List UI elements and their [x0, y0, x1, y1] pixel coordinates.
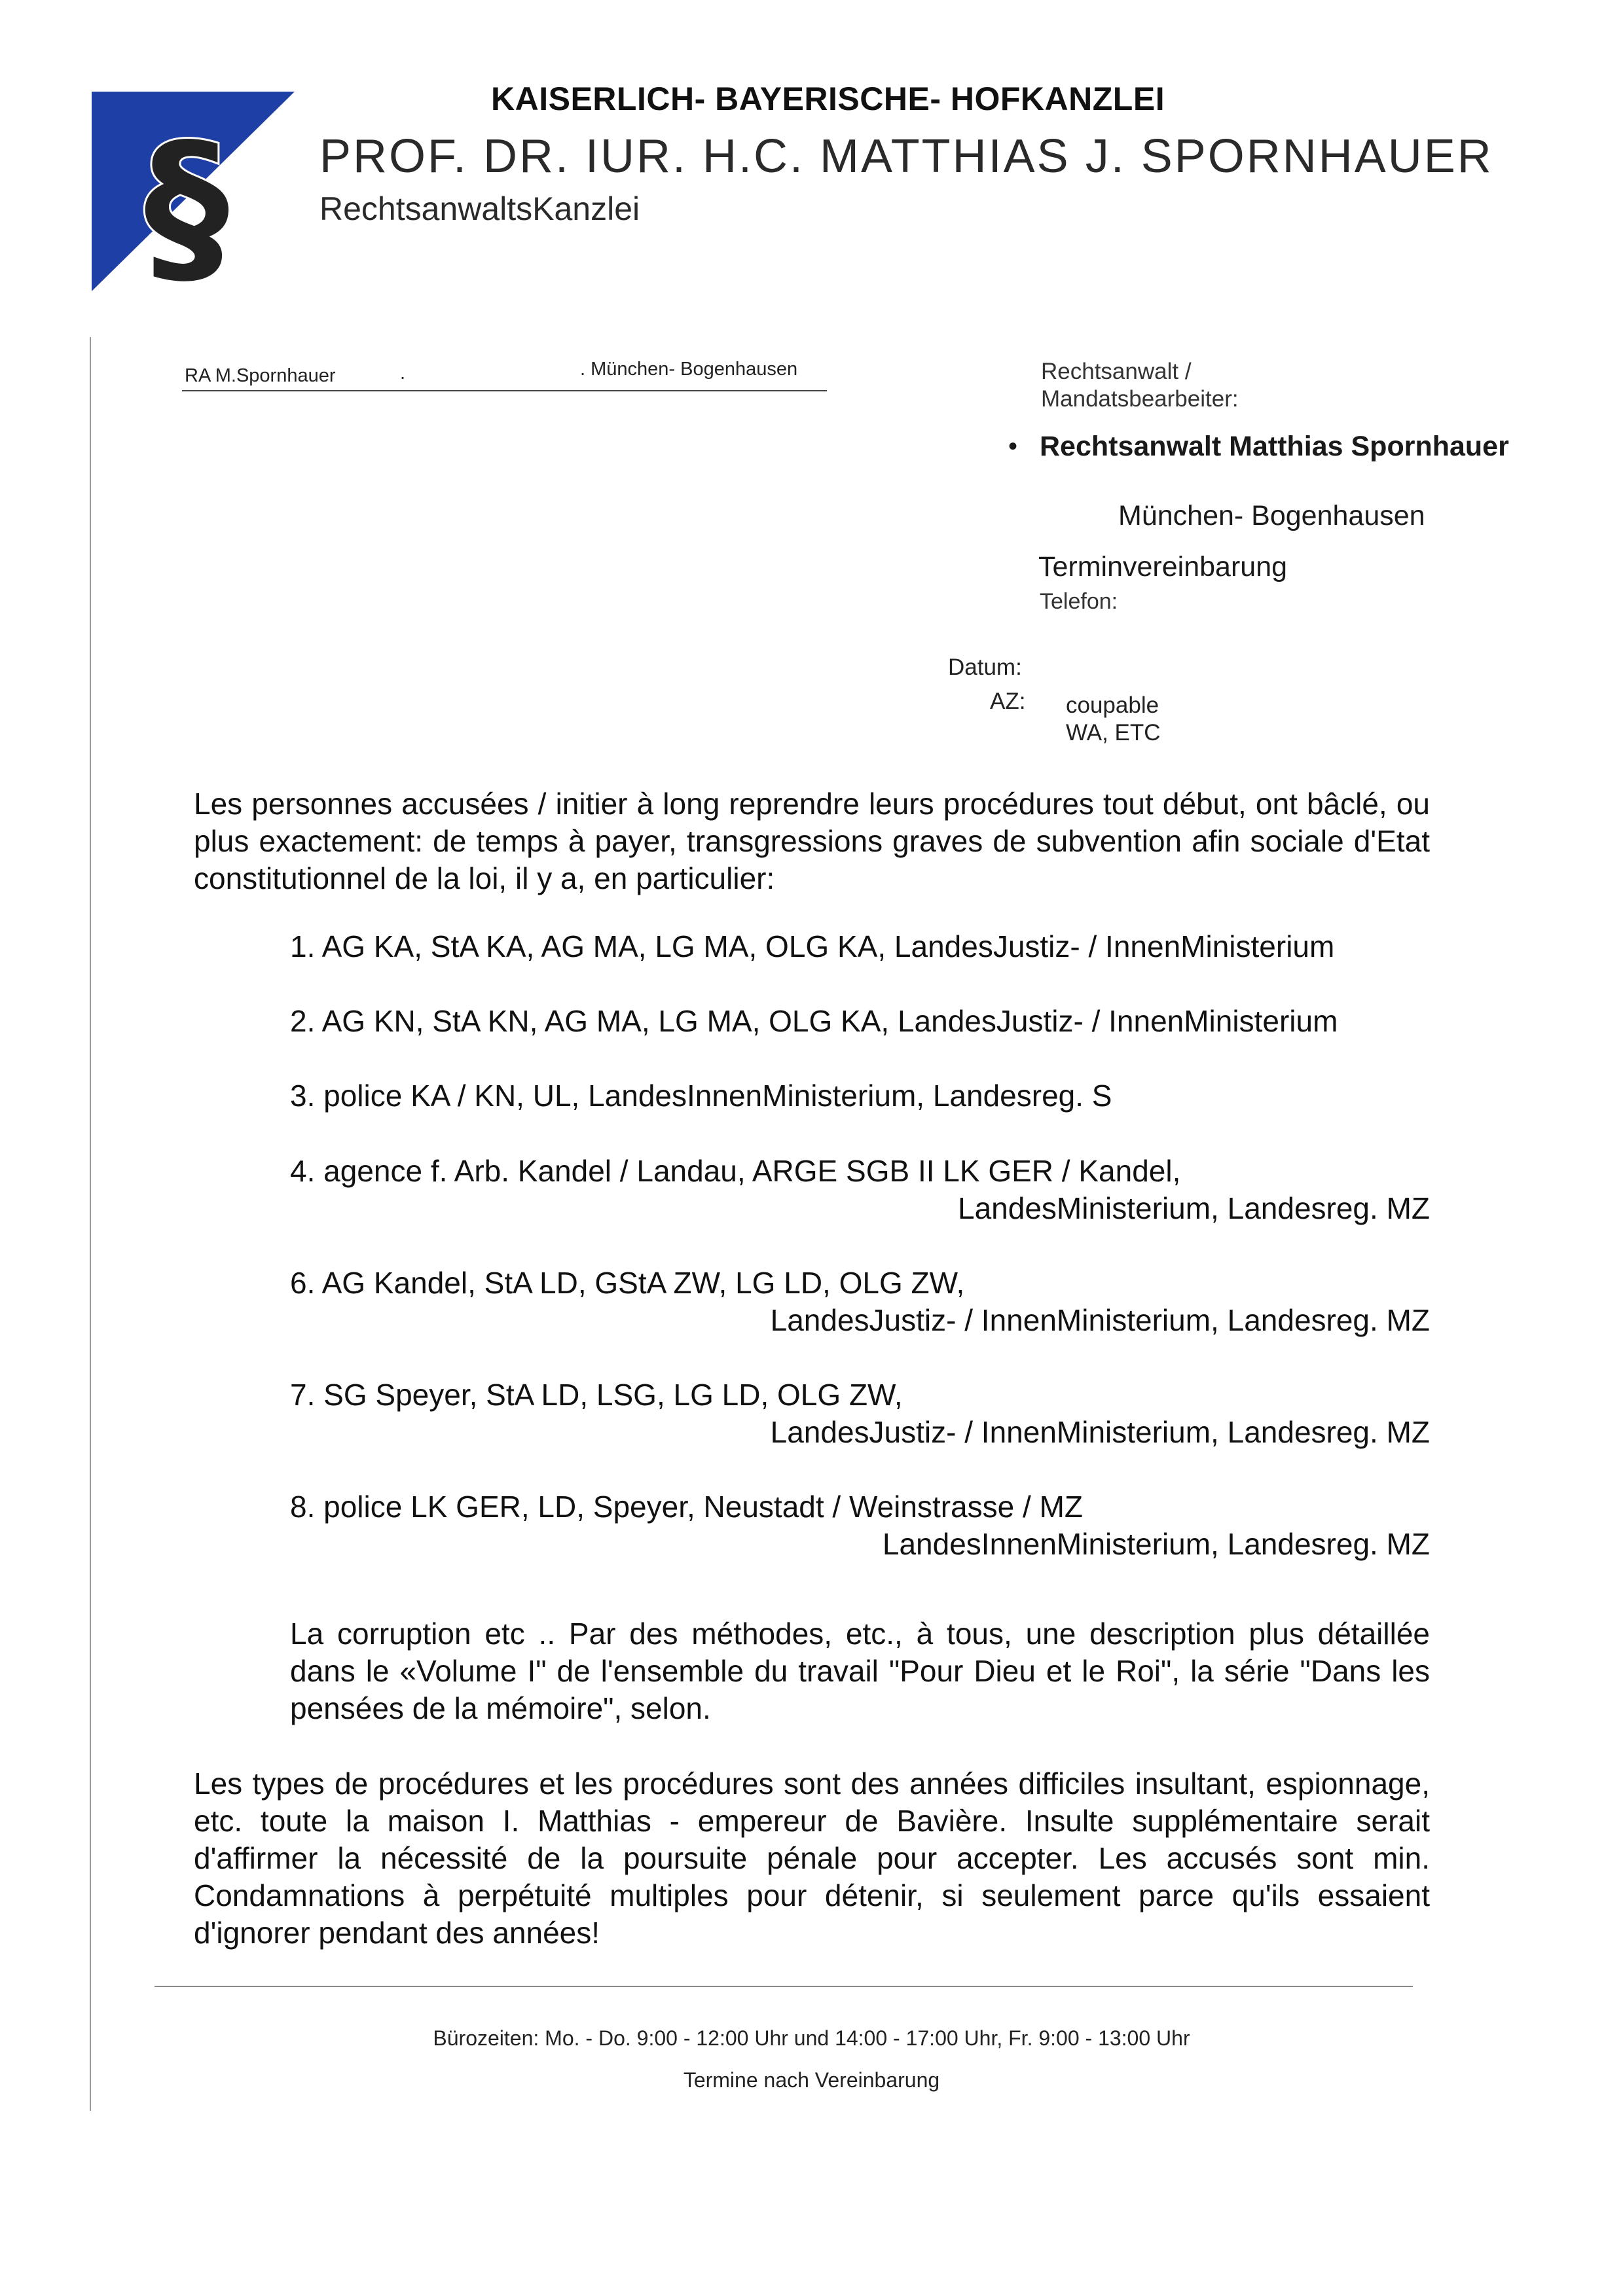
bullet-icon: •	[1008, 432, 1018, 461]
paragraph-sign-logo	[92, 92, 295, 291]
firm-subtitle: RechtsanwaltsKanzlei	[319, 190, 640, 227]
list-item-1: 1. AG KA, StA KA, AG MA, LG MA, OLG KA, LandesJustiz- / InnenMinisterium	[290, 929, 1335, 963]
reference-value-2: WA, ETC	[1066, 720, 1161, 745]
list-item-6-continuation: LandesJustiz- / InnenMinisterium, Landesreg. MZ	[770, 1303, 1430, 1337]
list-item-2: 2. AG KN, StA KN, AG MA, LG MA, OLG KA, LandesJustiz- / InnenMinisterium	[290, 1004, 1338, 1038]
reference-label: AZ:	[990, 689, 1026, 714]
attorney-name: Rechtsanwalt Matthias Spornhauer	[1040, 431, 1509, 462]
appointment-label: Terminvereinbarung	[1038, 551, 1288, 583]
firm-name: KAISERLICH- BAYERISCHE- HOFKANZLEI	[491, 81, 1165, 117]
contact-city: München- Bogenhausen	[1118, 500, 1425, 531]
sender-name: RA M.Spornhauer	[185, 365, 336, 386]
sender-separator: .	[400, 363, 406, 384]
list-item-4: 4. agence f. Arb. Kandel / Landau, ARGE SGB II LK GER / Kandel,	[290, 1154, 1181, 1188]
list-item-8-continuation: LandesInnenMinisterium, Landesreg. MZ	[882, 1527, 1430, 1561]
intro-paragraph: Les personnes accusées / initier à long reprendre leurs procédures tout début, ont bâclé, ou plus exactement: de temps à payer, transgressions graves de subvention afin sociale d'Etat constitutionnel de la loi, il y a, en particulier:	[194, 787, 1430, 895]
appointment-note: Termine nach Vereinbarung	[683, 2068, 940, 2092]
footer-divider	[155, 1986, 1413, 1987]
list-item-3: 3. police KA / KN, UL, LandesInnenMinisterium, Landesreg. S	[290, 1079, 1112, 1113]
list-item-8: 8. police LK GER, LD, Speyer, Neustadt / Weinstrasse / MZ	[290, 1490, 1083, 1524]
list-item-7-continuation: LandesJustiz- / InnenMinisterium, Landesreg. MZ	[770, 1415, 1430, 1449]
margin-rule	[90, 337, 91, 2111]
closing-paragraph: Les types de procédures et les procédures sont des années difficiles insultant, espionnage, etc. toute la maison I. Matthias - empereur de Bavière. Insulte supplémentaire serait d'affirmer la nécessité de la poursuite pénale pour accepter. Les accusés sont min. Condamnations à perpétuité multiples pour détenir, si seulement parce qu'ils essaient d'ignorer pendant des années!	[194, 1767, 1430, 1950]
list-item-4-continuation: LandesMinisterium, Landesreg. MZ	[958, 1191, 1430, 1225]
list-item-7: 7. SG Speyer, StA LD, LSG, LG LD, OLG ZW,	[290, 1378, 903, 1412]
date-label: Datum:	[948, 655, 1022, 680]
phone-label: Telefon:	[1040, 589, 1118, 614]
reference-value-1: coupable	[1066, 692, 1159, 718]
contact-label-handler: Mandatsbearbeiter:	[1041, 386, 1239, 412]
section-sign-icon: §	[144, 108, 229, 291]
list-item-6: 6. AG Kandel, StA LD, GStA ZW, LG LD, OLG ZW,	[290, 1266, 965, 1300]
office-hours: Bürozeiten: Mo. - Do. 9:00 - 12:00 Uhr und 14:00 - 17:00 Uhr, Fr. 9:00 - 13:00 Uhr	[433, 2026, 1190, 2050]
corruption-paragraph: La corruption etc .. Par des méthodes, etc., à tous, une description plus détaillée dans le «Volume I" de l'ensemble du travail "Pour Dieu et le Roi", la série "Dans les pensées de la mémoire", selon.	[290, 1617, 1430, 1725]
contact-label-attorney: Rechtsanwalt /	[1041, 359, 1192, 384]
sender-line	[182, 359, 827, 391]
principal-name: PROF. DR. IUR. H.C. MATTHIAS J. SPORNHAUER	[319, 130, 1493, 183]
sender-location: . München- Bogenhausen	[580, 359, 798, 380]
